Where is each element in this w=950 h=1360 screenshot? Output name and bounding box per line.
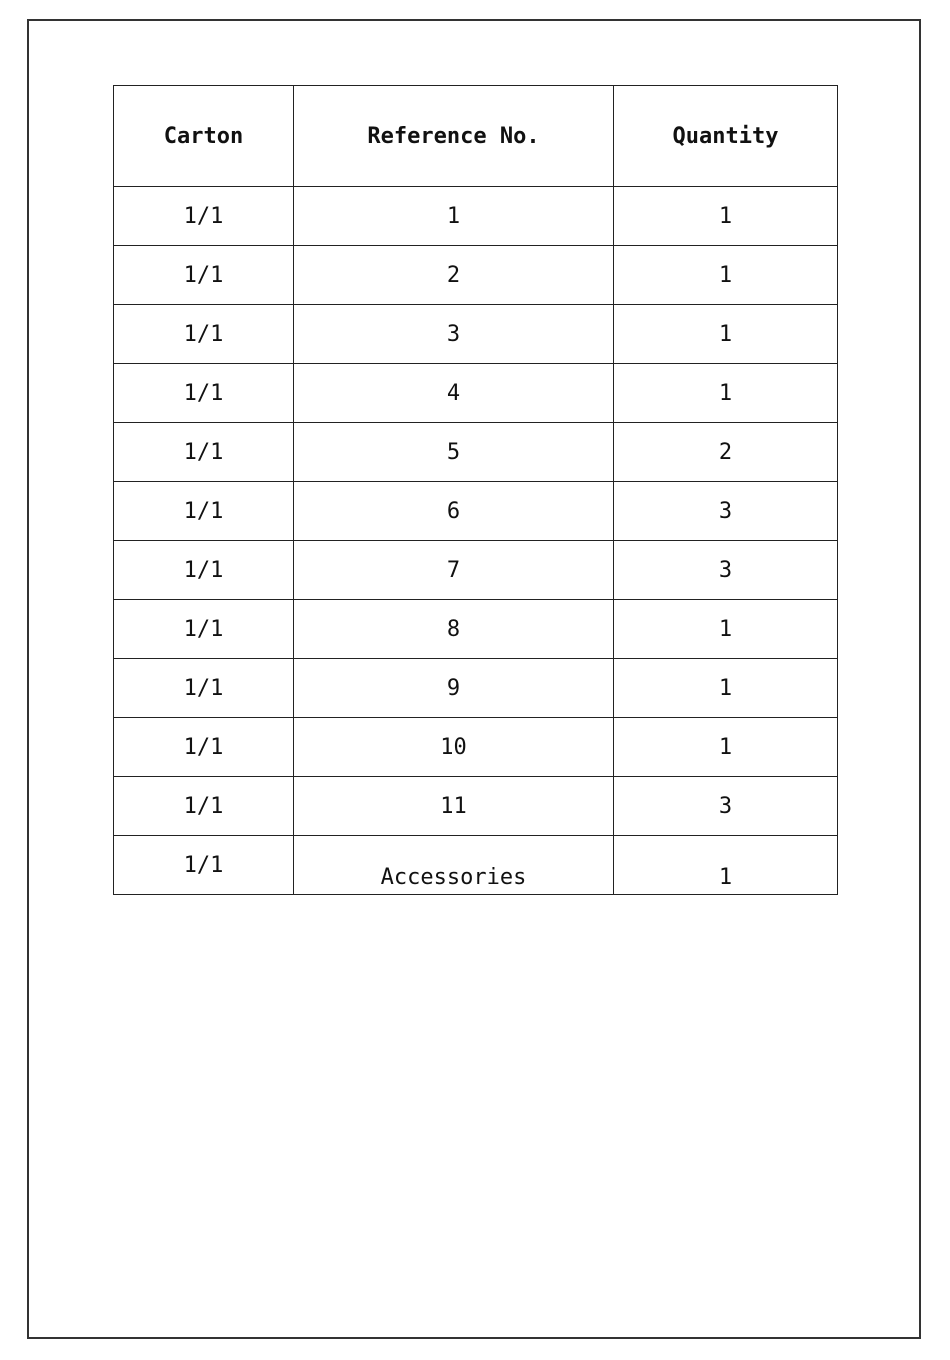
cell-carton: 1/1 [114,423,294,482]
cell-quantity [614,836,838,895]
cell-reference: 11 [294,777,614,836]
cell-reference: 9 [294,659,614,718]
cell-reference: 3 [294,305,614,364]
cell-reference: 10 [294,718,614,777]
cell-reference: 6 [294,482,614,541]
cell-quantity: 1 [614,600,838,659]
cell-quantity: 3 [614,541,838,600]
table-header-row [114,86,838,187]
cell-reference: 1 [294,187,614,246]
packing-table [113,85,838,895]
table-row [114,364,838,423]
header-reference-no: Reference No. [294,86,614,187]
table-row [114,600,838,659]
cell-reference [294,836,614,895]
table-row [114,836,838,895]
cell-quantity: 1 [614,659,838,718]
cell-quantity: 3 [614,482,838,541]
table-row [114,246,838,305]
cell-carton: 1/1 [114,482,294,541]
table-row [114,305,838,364]
table-row [114,718,838,777]
cell-carton: 1/1 [114,777,294,836]
cell-reference: 7 [294,541,614,600]
cell-carton: 1/1 [114,718,294,777]
cell-quantity: 2 [614,423,838,482]
cell-carton: 1/1 [114,600,294,659]
cell-quantity: 1 [614,305,838,364]
table-row [114,482,838,541]
cell-quantity: 1 [614,187,838,246]
cell-carton: 1/1 [114,305,294,364]
cell-quantity: 1 [614,718,838,777]
cell-reference: 4 [294,364,614,423]
cell-quantity: 1 [614,246,838,305]
cell-reference: 8 [294,600,614,659]
cell-quantity: 1 [614,364,838,423]
cell-reference-text: Accessories [380,864,527,890]
header-quantity: Quantity [614,86,838,187]
cell-carton: 1/1 [114,541,294,600]
table-row [114,777,838,836]
cell-carton: 1/1 [114,246,294,305]
table-row [114,541,838,600]
cell-quantity-text: 1 [718,864,733,890]
table-row [114,423,838,482]
header-carton: Carton [114,86,294,187]
table-row [114,659,838,718]
cell-carton: 1/1 [114,187,294,246]
cell-quantity: 3 [614,777,838,836]
cell-carton: 1/1 [114,364,294,423]
cell-carton: 1/1 [114,836,294,895]
table-row [114,187,838,246]
cell-reference: 2 [294,246,614,305]
cell-reference: 5 [294,423,614,482]
cell-carton: 1/1 [114,659,294,718]
